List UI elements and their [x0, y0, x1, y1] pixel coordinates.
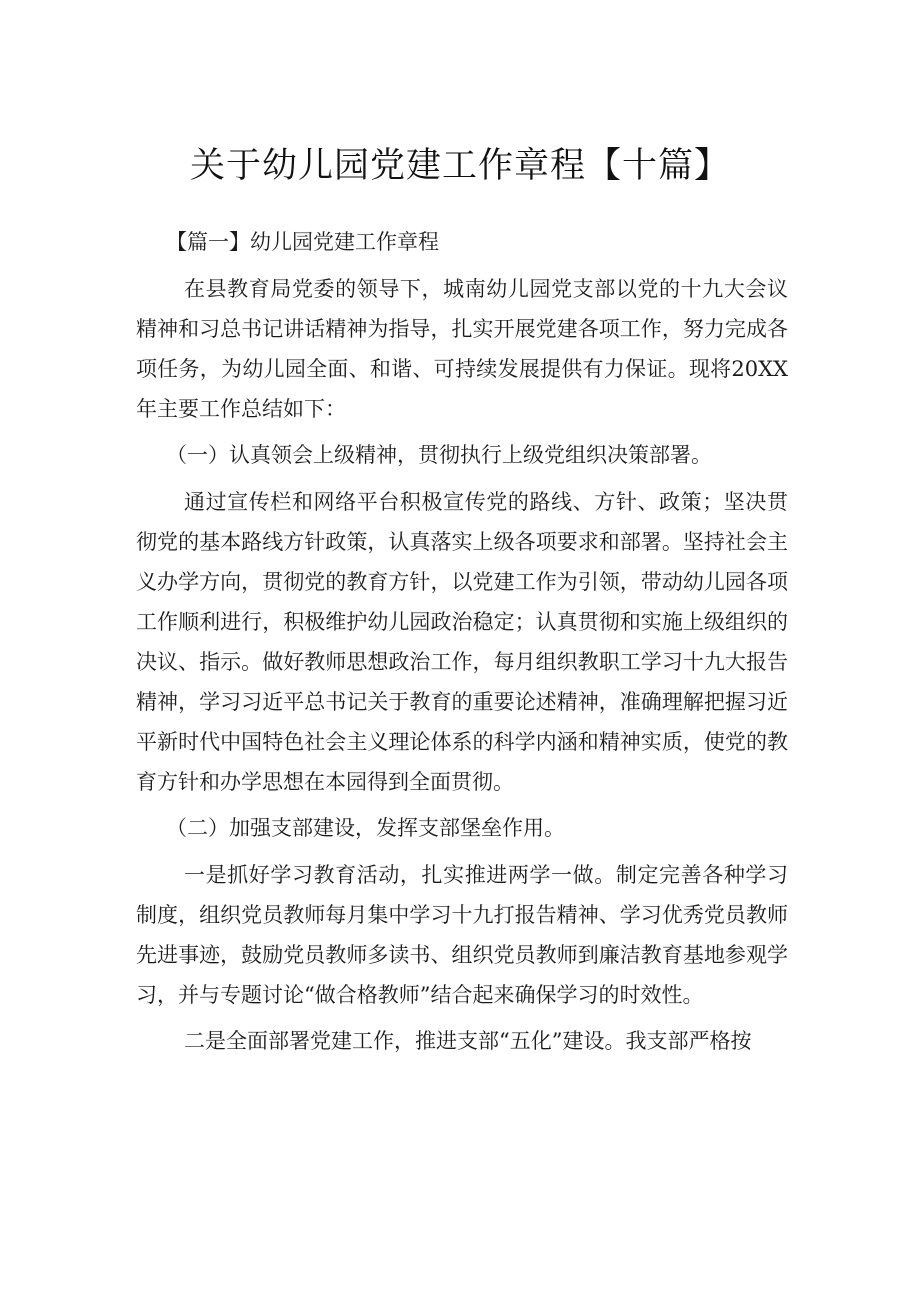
paragraph-section-1: 通过宣传栏和网络平台积极宣传党的路线、方针、政策；坚决贯彻党的基本路线方针政策，认真落实上级各项要求和部署。坚持社会主义办学方向，贯彻党的教育方针，以党建工作为引领，带动幼儿园各项工作顺利进行，积极维护幼儿园政治稳定；认真贯彻和实施上级组织的决议、指示。做好教师思想政治工作，每月组织教职工学习十九大报告精神，学习习近平总书记关于教育的重要论述精神，准确理解把握习近平新时代中国特色社会主义理论体系的科学内涵和精神实质，使党的教育方针和办学思想在本园得到全面贯彻。	[136, 489, 788, 794]
document-title: 关于幼儿园党建工作章程【十篇】	[190, 146, 731, 186]
section-heading-2: （二）加强支部建设，发挥支部堡垒作用。	[166, 816, 565, 840]
chapter-heading: 【篇一】幼儿园党建工作章程	[166, 230, 439, 254]
paragraph-intro: 在县教育局党委的领导下，城南幼儿园党支部以党的十九大会议精神和习总书记讲话精神为指导，扎实开展党建各项工作，努力完成各项任务，为幼儿园全面、和谐、可持续发展提供有力保证。现将20XX年主要工作总结如下：	[136, 276, 788, 421]
section-heading-1: （一）认真领会上级精神，贯彻执行上级党组织决策部署。	[166, 443, 712, 467]
paragraph-item-2: 二是全面部署党建工作，推进支部“五化”建设。我支部严格按	[184, 1029, 752, 1053]
paragraph-item-1: 一是抓好学习教育活动，扎实推进两学一做。制定完善各种学习制度，组织党员教师每月集中学习十九打报告精神、学习优秀党员教师先进事迹，鼓励党员教师多读书、组织党员教师到廉洁教育基地参观学习，并与专题讨论“做合格教师”结合起来确保学习的时效性。	[136, 862, 788, 1007]
document-body	[136, 222, 788, 1068]
